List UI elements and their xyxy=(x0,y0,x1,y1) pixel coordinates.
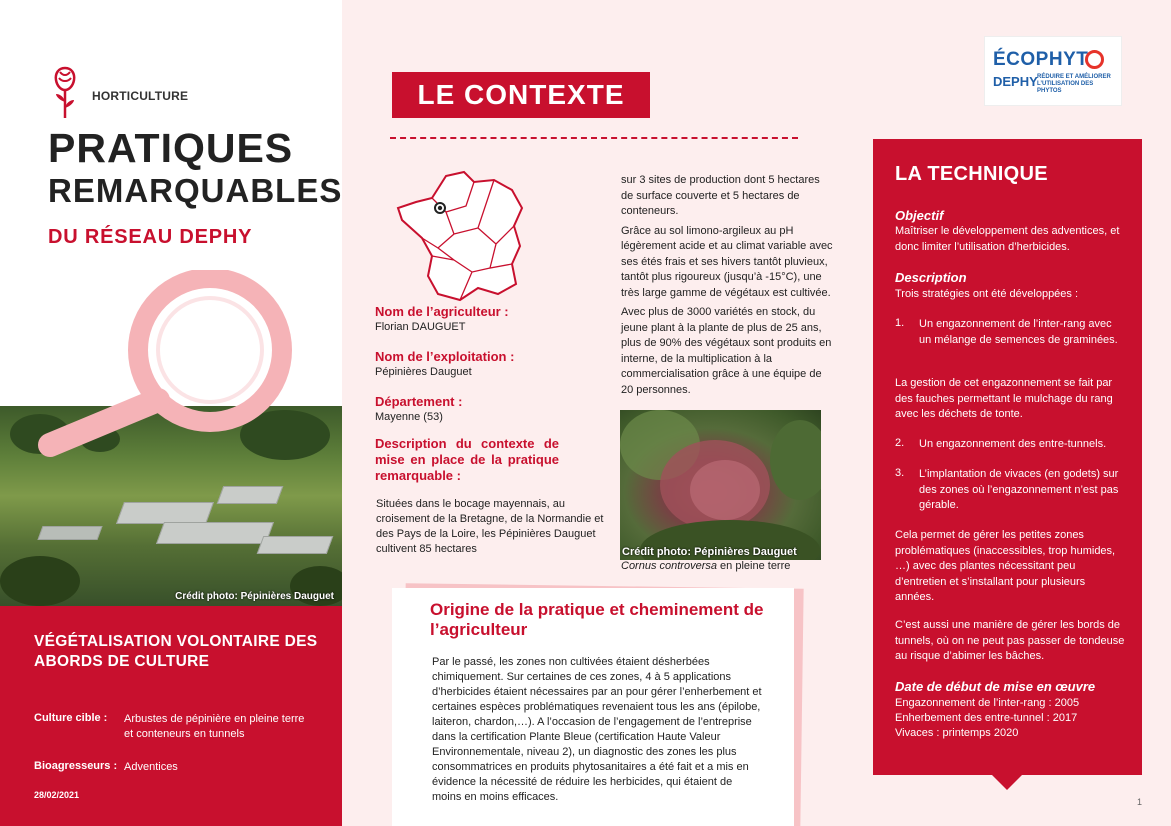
objective-heading: Objectif xyxy=(895,208,944,223)
strategy-3-number: 3. xyxy=(895,467,905,479)
culture-value: Arbustes de pépinière en pleine terre et conteneurs en tunnels xyxy=(124,713,305,740)
origin-text: Par le passé, les zones non cultivées étaient désherbées chimiquement. Sur certaines de ces zones, 4 à 5 applications d’herbicides étaient nécessaires par an pour gérer l’enherbement et certaines espèces problématiques revenaient tous les ans (épilobe, laiteron, chardon,…). A l’occasion de l’engagement de l’entreprise dans la certification Plante Bleue (certification Haute Valeur Environnementale, niveau 2), un diagnostic des zones les plus consommatrices en produits phytosanitaires a été fait et a mis en évidence la nécessité de réduire les herbicides, qui étaient de moins en moins efficaces. xyxy=(432,656,762,803)
rose-icon xyxy=(50,64,80,120)
origin-title: Origine de la pratique et cheminement de l’agriculteur xyxy=(430,600,764,639)
start-date-3: Vivaces : printemps 2020 xyxy=(895,727,1019,739)
ecophyto-wordmark: ÉCOPHYT xyxy=(993,49,1089,70)
technique-panel xyxy=(873,139,1142,775)
caption-text: en pleine terre xyxy=(717,560,791,572)
department-value: Mayenne (53) xyxy=(375,411,443,423)
species-name: Cornus controversa xyxy=(621,560,717,572)
objective-text: Maîtriser le développement des adventices, et donc limiter l’utilisation d’herbicides. xyxy=(895,225,1120,253)
category-label: HORTICULTURE xyxy=(92,89,189,103)
start-date-heading: Date de début de mise en œuvre xyxy=(895,679,1096,694)
ecophyto-tagline: RÉDUIRE ET AMÉLIORER L’UTILISATION DES PHYTOS xyxy=(1037,74,1111,94)
bioagressor-label: Bioagresseurs : xyxy=(34,760,118,772)
technique-paragraph-1: Cela permet de gérer les petites zones problématiques (inaccessibles, trop humides, …) avec des plantes nécessitant peu d’entretien et s’installant pour plusieurs années. xyxy=(895,529,1116,603)
photo-caption xyxy=(621,560,790,572)
photo-credit: Crédit photo: Pépinières Dauguet xyxy=(622,546,797,558)
technique-heading: LA TECHNIQUE xyxy=(895,163,1048,185)
farm-value: Pépinières Dauguet xyxy=(375,366,472,378)
magnifier-icon xyxy=(20,270,320,460)
context-paragraph-3: Avec plus de 3000 variétés en stock, du jeune plant à la plante de plus de 25 ans, plus de 90% des végétaux sont produits en interne, de la multiplication à la commercialisation grâce à une équipe de 20 personnes. xyxy=(621,306,832,396)
shrub-photo xyxy=(620,410,821,560)
ecophyto-o-icon xyxy=(1085,50,1104,69)
page-subtitle: DU RÉSEAU DEPHY xyxy=(48,226,253,248)
technique-arrow xyxy=(991,774,1023,790)
ecophyto-logo xyxy=(984,36,1122,106)
bioagressor-value: Adventices xyxy=(124,761,178,773)
origin-card xyxy=(392,588,794,826)
technique-paragraph-2: C’est aussi une manière de gérer les bords de tunnels, où on ne peut pas passer de tondeuse au risque d’abimer les bâches. xyxy=(895,619,1125,662)
description-intro: Trois stratégies ont été développées : xyxy=(895,288,1079,300)
page-number: 1 xyxy=(1137,797,1143,807)
france-map-icon xyxy=(394,168,534,308)
farm-label: Nom de l’exploitation : xyxy=(375,349,515,364)
strategy-1: Un engazonnement de l’inter-rang avec un mélange de semences de graminées. xyxy=(919,318,1118,346)
strategy-1-number: 1. xyxy=(895,317,905,329)
strategy-2-number: 2. xyxy=(895,437,905,449)
context-paragraph-2: Grâce au sol limono-argileux au pH légèrement acide et au climat variable avec ses étés frais et ses hivers tantôt pluvieux, tantôt plus rigoureux (jusqu’à -15°C), une très large gamme de végétaux est cultivée. xyxy=(621,224,833,299)
dashed-divider xyxy=(390,137,798,139)
farmer-label: Nom de l’agriculteur : xyxy=(375,304,509,319)
context-heading: LE CONTEXTE xyxy=(392,72,650,118)
context-column-2 xyxy=(621,173,833,402)
start-date-1: Engazonnement de l’inter-rang : 2005 xyxy=(895,697,1080,709)
culture-label: Culture cible : xyxy=(34,712,108,724)
dephy-wordmark: DEPHY xyxy=(993,74,1038,89)
page-title-line1: PRATIQUES xyxy=(48,125,294,171)
publication-date: 28/02/2021 xyxy=(34,790,80,800)
culture-panel xyxy=(0,606,342,826)
left-column xyxy=(0,0,342,826)
description-text: Situées dans le bocage mayennais, au croisement de la Bretagne, de la Normandie et des Pays de la Loire, les Pépinières Dauguet cultivent 85 hectares xyxy=(376,498,604,555)
practice-title: VÉGÉTALISATION VOLONTAIRE DES ABORDS DE CULTURE xyxy=(34,633,318,670)
farmer-value: Florian DAUGUET xyxy=(375,321,466,333)
department-label: Département : xyxy=(375,394,463,409)
description-heading: Description xyxy=(895,270,967,285)
strategy-1-note: La gestion de cet engazonnement se fait par des fauches permettant le mulchage du rang avec les déchets de tonte. xyxy=(895,377,1113,420)
photo-credit: Crédit photo: Pépinières Dauguet xyxy=(175,591,334,602)
strategy-3: L’implantation de vivaces (en godets) sur des zones où l’engazonnement n’est pas gérable. xyxy=(919,468,1119,511)
description-label: Description du contexte de mise en place de la pratique remarquable : xyxy=(375,436,559,483)
page-title-line2: REMARQUABLES xyxy=(48,172,343,209)
context-paragraph-1: sur 3 sites de production dont 5 hectares de surface couverte et 5 hectares de conteneurs. xyxy=(621,174,820,217)
strategy-2: Un engazonnement des entre-tunnels. xyxy=(919,438,1107,450)
start-date-2: Enherbement des entre-tunnel : 2017 xyxy=(895,712,1078,724)
